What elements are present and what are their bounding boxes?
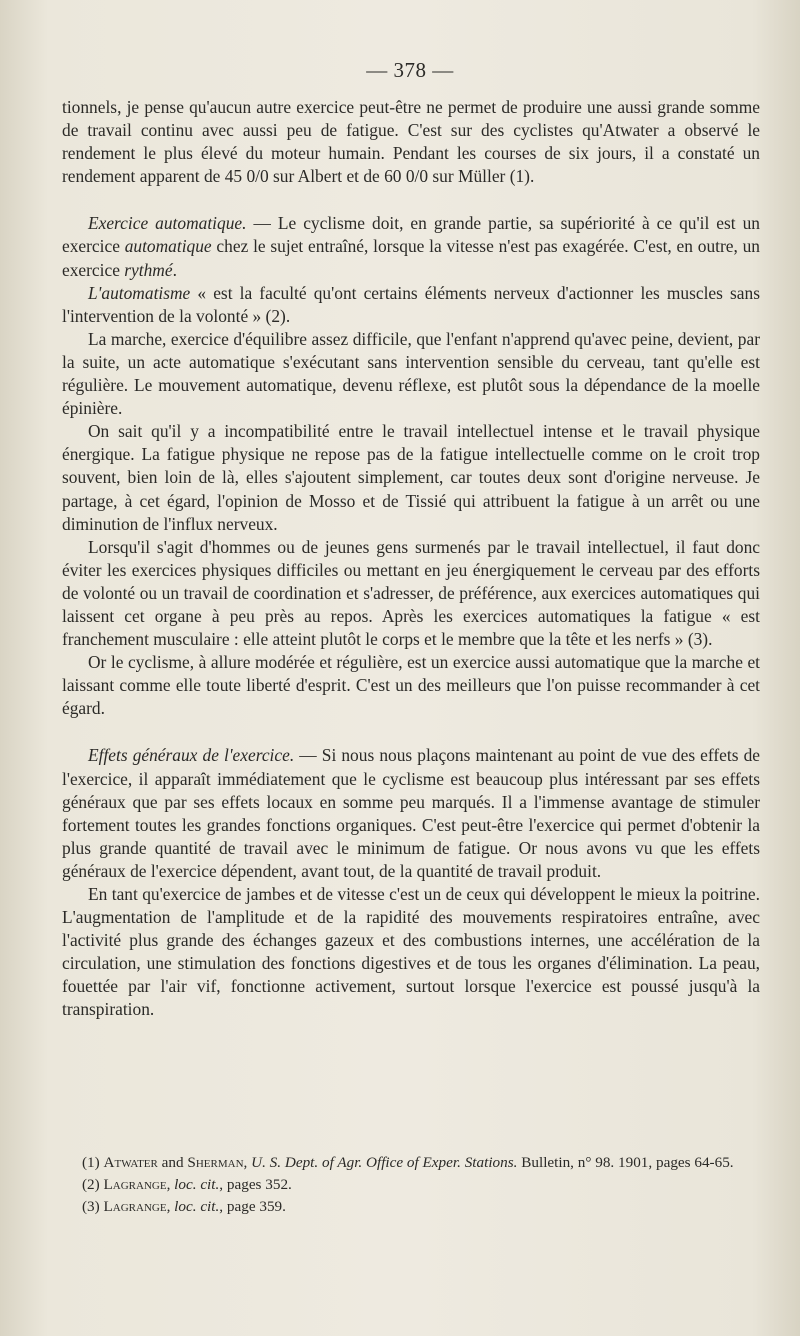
footnote-1-number: (1): [82, 1154, 104, 1171]
footnote-1-author-2: Sherman: [187, 1154, 244, 1171]
footnote-3-author: Lagrange: [103, 1198, 167, 1216]
footnote-3-loc: loc. cit.: [174, 1198, 220, 1216]
paragraph-surmenage: Lorsqu'il s'agit d'hommes ou de jeunes gens surmenés par le travail intellectuel, il faut donc éviter les exercices physiques difficiles ou mettant en jeu énergiquement le cerveau par des efforts de volonté ou un travail de coordination et s'adresser, de préférence, aux exercices automatiques qui laissent cet organe à peu près au repos. Après les exercices automatiques la fatigue « est franchement musculaire : elle atteint plutôt le corps et le membre que la tête et les nerfs » (3).: [62, 536, 760, 650]
footnotes: [62, 1153, 760, 1220]
body-text: [62, 96, 760, 1022]
section-title-effets-generaux: Effets généraux de l'exercice.: [88, 745, 295, 766]
footnote-3: [62, 1197, 760, 1216]
paragraph-2-text-c: .: [172, 259, 177, 280]
paragraph-3-emphasis: L'automatisme: [88, 282, 191, 303]
footnote-2-author: Lagrange: [103, 1176, 167, 1194]
paragraph-effets-generaux: [62, 744, 760, 883]
footnote-3-rest: , page 359.: [219, 1198, 286, 1216]
paragraph-2-emphasis-rythme: rythmé: [124, 259, 173, 280]
paragraph-exercice-automatique: [62, 212, 760, 281]
paragraph-8-text: — Si nous nous plaçons maintenant au point de vue des effets de l'exercice, il apparaît immédiatement que le cyclisme est beaucoup plus intéressant par ses effets généraux que par ses effets locaux en somme peu marqués. Il a l'immense avantage de stimuler fortement toutes les grandes fonctions organiques. C'est peut-être l'exercice qui permet d'obtenir la plus grande quantité de travail avec le minimum de fatigue. Or nous avons vu que les effets généraux de l'exercice dépendent, avant tout, de la quantité de travail produit.: [62, 745, 760, 881]
footnote-2: [62, 1175, 760, 1194]
footnote-1-sep: ,: [243, 1154, 252, 1171]
paragraph-cyclisme-automatique: Or le cyclisme, à allure modérée et régulière, est un exercice aussi automatique que la marche et laissant comme elle toute liberté d'esprit. C'est un des meilleurs que l'on puisse recommander à cet égard.: [62, 652, 760, 719]
footnote-2-sep: ,: [166, 1176, 175, 1194]
paragraph-automatisme: [62, 282, 760, 328]
footnote-3-sep: ,: [166, 1198, 175, 1216]
paragraph-2-text-b: chez le sujet entraîné, lorsque la vitesse n'est pas exagérée. C'est, en outre, un exercice: [62, 236, 760, 280]
footnote-1: [62, 1153, 760, 1172]
paragraph-2-text-a: — Le cyclisme doit, en grande partie, sa supériorité à ce qu'il est un exercice: [62, 213, 760, 257]
paragraph-2-emphasis-automatique: automatique: [124, 236, 212, 257]
section-title-exercice-automatique: Exercice automatique.: [88, 213, 247, 234]
paragraph-3-text: « est la faculté qu'ont certains éléments nerveux d'actionner les muscles sans l'intervention de la volonté » (2).: [62, 282, 760, 326]
footnote-2-rest: , pages 352.: [219, 1176, 292, 1194]
footnote-1-source: U. S. Dept. of Agr. Office of Exper. Stations.: [251, 1154, 518, 1171]
paragraph-poitrine: En tant qu'exercice de jambes et de vitesse c'est un de ceux qui développent le mieux la poitrine. L'augmentation de l'amplitude et de la rapidité des mouvements respiratoires entraîne, avec l'activité plus grande des échanges gazeux et des combustions internes, une accélération de la circulation, une stimulation des fonctions digestives et de tous les organes d'élimination. La peau, fouettée par l'air vif, fonctionne activement, surtout lorsque l'exercice est poussé jusqu'à la transpiration.: [62, 884, 760, 1020]
footnote-1-and: and: [157, 1154, 188, 1171]
paragraph-1: tionnels, je pense qu'aucun autre exercice peut-être ne permet de produire une aussi grande somme de travail continu avec aussi peu de fatigue. C'est sur des cyclistes qu'Atwater a observé le rendement le plus élevé du moteur humain. Pendant les courses de six jours, il a constaté un rendement apparent de 45 0/0 sur Albert et de 60 0/0 sur Müller (1).: [62, 97, 760, 187]
footnote-3-number: (3): [82, 1198, 104, 1216]
footnote-2-number: (2): [82, 1176, 104, 1194]
footnote-1-author: Atwater: [103, 1154, 158, 1171]
paragraph-marche: La marche, exercice d'équilibre assez difficile, que l'enfant n'apprend qu'avec peine, devient, par la suite, un acte automatique s'exécutant sans intervention sensible du cerveau, tant qu'elle est régulière. Le mouvement automatique, devenu réflexe, est plutôt sous la dépendance de la moelle épinière.: [62, 328, 760, 419]
page-number: — 378 —: [366, 58, 454, 82]
footnote-2-loc: loc. cit.: [174, 1176, 220, 1194]
paragraph-fatigue: On sait qu'il y a incompatibilité entre le travail intellectuel intense et le travail physique énergique. La fatigue physique ne repose pas de la fatigue intellectuelle comme on le croit trop souvent, bien loin de là, elles s'ajoutent simplement, car toutes deux sont d'origine nerveuse. Je partage, à cet égard, l'opinion de Mosso et de Tissié qui attribuent la fatigue à un arrêt ou une diminution de l'influx nerveux.: [62, 421, 760, 534]
footnote-1-rest: Bulletin, n° 98. 1901, pages 64-65.: [517, 1154, 734, 1171]
